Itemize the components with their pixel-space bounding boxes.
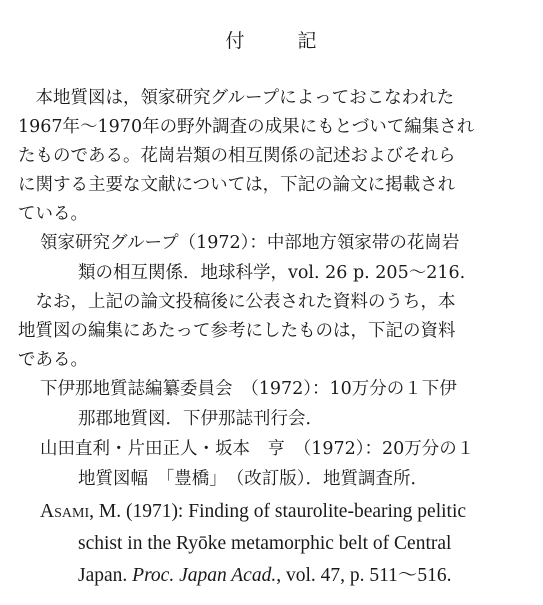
reference-line: 領家研究グループ（1972）：中部地方領家帯の花崗岩	[40, 233, 460, 253]
title-char-right: 記	[297, 30, 318, 52]
reference-line: 類の相互関係．地球科学，vol. 26 p. 205〜216.	[78, 263, 466, 283]
reference-line: 山田直利・片田正人・坂本 亨 （1972）：20万分の１	[40, 439, 475, 459]
reference-ryoke-group	[40, 228, 530, 288]
reference-line: 地質図幅 「豊橋」 （改訂版）．地質調査所．	[78, 469, 428, 489]
citation-text: , vol. 47, p. 511〜516.	[276, 565, 452, 586]
citation-text: Japan.	[78, 565, 133, 586]
intro-line: ている。	[18, 204, 88, 224]
journal-name: Proc. Japan Acad.	[132, 565, 277, 586]
intro-line: 本地質図は，領家研究グループによっておこなわれた	[18, 88, 455, 108]
reference-line	[40, 496, 530, 528]
reference-shimoina	[40, 374, 530, 434]
reference-line: schist in the Ryōke metamorphic belt of Central	[78, 533, 452, 554]
page-title	[0, 26, 543, 53]
intro-paragraph	[18, 84, 523, 229]
title-char-left: 付	[225, 30, 246, 52]
reference-asami	[40, 496, 530, 592]
note-line: 地質図の編集にあたって参考にしたものは，下記の資料	[18, 321, 456, 341]
reference-line	[40, 560, 530, 592]
note-paragraph	[18, 288, 523, 375]
reference-line: 那郡地質図．下伊那誌刊行会．	[78, 409, 323, 429]
citation-text: , M. (1971): Finding of staurolite-bearing pelitic	[89, 501, 467, 522]
intro-line: たものである。花崗岩類の相互関係の記述およびそれら	[18, 146, 456, 166]
note-line: なお，上記の論文投稿後に公表された資料のうち，本	[18, 292, 456, 312]
reference-yamada	[40, 434, 530, 494]
author-initial: A	[40, 501, 55, 522]
note-line: である。	[18, 350, 88, 370]
intro-line: 1967年〜1970年の野外調査の成果にもとづいて編集され	[18, 117, 475, 137]
reference-line: 下伊那地質誌編纂委員会 （1972）：10万分の１下伊	[40, 379, 457, 399]
intro-line: に関する主要な文献については，下記の論文に掲載され	[18, 175, 456, 195]
author-surname: sami	[54, 501, 90, 522]
